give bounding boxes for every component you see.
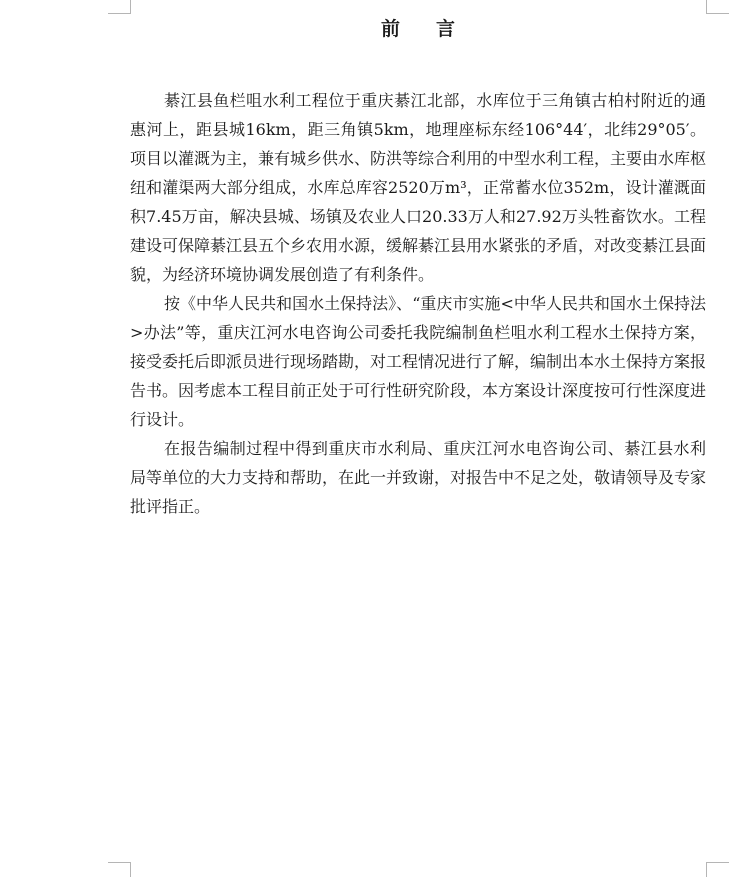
document-body	[130, 86, 706, 521]
paragraph-commission: 按《中华人民共和国水土保持法》、“重庆市实施<中华人民共和国水土保持法>办法”等，重庆江河水电咨询公司委托我院编制鱼栏咀水利工程水土保持方案，接受委托后即派员进行现场踏勘，对工程情况进行了解，编制出本水土保持方案报告书。因考虑本工程目前正处于可行性研究阶段，本方案设计深度按可行性深度进行设计。	[130, 294, 707, 429]
page-corner-mark	[706, 0, 729, 14]
paragraph-project-overview: 綦江县鱼栏咀水利工程位于重庆綦江北部，水库位于三角镇古柏村附近的通惠河上，距县城16km，距三角镇5km，地理座标东经106°44′，北纬29°05′。项目以灌溉为主，兼有城乡供水、防洪等综合利用的中型水利工程，主要由水库枢纽和灌渠两大部分组成，水库总库容2520万m³，正常蓄水位352m，设计灌溉面积7.45万亩，解决县城、场镇及农业人口20.33万人和27.92万头牲畜饮水。工程建设可保障綦江县五个乡农用水源，缓解綦江县用水紧张的矛盾，对改变綦江县面貌，为经济环境协调发展创造了有利条件。	[130, 91, 707, 284]
paragraph-acknowledgement: 在报告编制过程中得到重庆市水利局、重庆江河水电咨询公司、綦江县水利局等单位的大力支持和帮助，在此一并致谢，对报告中不足之处，敬请领导及专家批评指正。	[130, 439, 707, 516]
page-corner-mark	[108, 0, 131, 14]
page-corner-mark	[706, 862, 729, 877]
page-title: 前言	[380, 18, 491, 40]
page-corner-mark	[108, 862, 131, 877]
